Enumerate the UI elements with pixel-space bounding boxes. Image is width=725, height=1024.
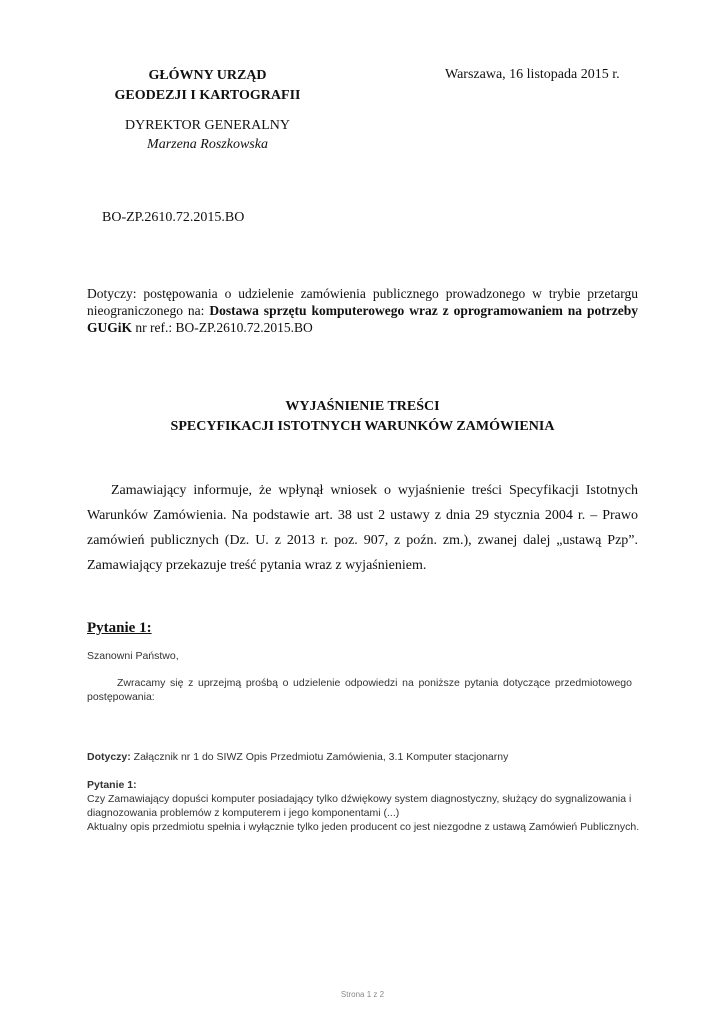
scan-concerns-label: Dotyczy: — [87, 751, 131, 763]
concerns-subject: Dostawa sprzętu komputerowego wraz z oprogramowaniem na potrzeby GUGiK — [87, 303, 638, 335]
director-title: DYREKTOR GENERALNY — [124, 118, 290, 133]
scan-request: Zwracamy się z uprzejmą prośbą o udzielenie odpowiedzi na poniższe pytania dotyczące przedmiotowego postępowania: — [87, 677, 632, 703]
org-line-1: GŁÓWNY URZĄD — [148, 68, 267, 83]
concerns-prefix: Dotyczy: postępowania o udzielenie zamówienia publicznego prowadzonego w trybie przetargu nieograniczonego na: — [87, 286, 638, 318]
scan-question-label: Pytanie 1: — [87, 779, 137, 791]
reference-number: BO-ZP.2610.72.2015.BO — [102, 210, 245, 225]
concerns-suffix: nr ref.: BO-ZP.2610.72.2015.BO — [132, 320, 313, 335]
page-footer: Strona 1 z 2 — [340, 990, 385, 999]
body-paragraph: Zamawiający informuje, że wpłynął wniosek o wyjaśnienie treści Specyfikacji Istotnych Warunków Zamówienia. Na podstawie art. 38 ust 2 ustawy z dnia 29 stycznia 2004 r. – Prawo zamówień publicznych (Dz. U. z 2013 r. poz. 907, z poźn. zm.), zwanej dalej „ustawą Pzp”. Zamawiający przekazuje treść pytania wraz z wyjaśnieniem. — [87, 483, 638, 573]
scanned-question-excerpt — [87, 642, 647, 870]
concerns-paragraph — [87, 285, 638, 336]
director-name: Marzena Roszkowska — [147, 137, 268, 152]
question-label: Pytanie 1: — [87, 620, 152, 636]
document-date: Warszawa, 16 listopada 2015 r. — [445, 67, 620, 82]
scan-question-line-2: Aktualny opis przedmiotu spełnia i wyłącznie tylko jeden producent co jest niezgodne z ustawą Zamówień Publicznych. — [87, 821, 640, 833]
scan-question-text — [87, 792, 642, 834]
scan-question-line-1: Czy Zamawiający dopuści komputer posiadający tylko dźwiękowy system diagnostyczny, służący do sygnalizowania i diagnozowania problemów z komputerem i jego komponentami (...) — [87, 793, 632, 819]
org-line-2: GEODEZJI I KARTOGRAFII — [114, 88, 301, 103]
scan-greeting: Szanowni Państwo, — [87, 650, 179, 662]
scan-concerns-text: Załącznik nr 1 do SIWZ Opis Przedmiotu Zamówienia, 3.1 Komputer stacjonarny — [130, 751, 509, 763]
scan-concerns — [87, 750, 508, 764]
director-block — [90, 116, 325, 154]
heading-line-2: SPECYFIKACJI ISTOTNYCH WARUNKÓW ZAMÓWIENIA — [170, 419, 555, 434]
heading-line-1: WYJAŚNIENIE TREŚCI — [285, 399, 440, 414]
document-heading — [87, 397, 638, 437]
organization-name — [90, 66, 325, 106]
